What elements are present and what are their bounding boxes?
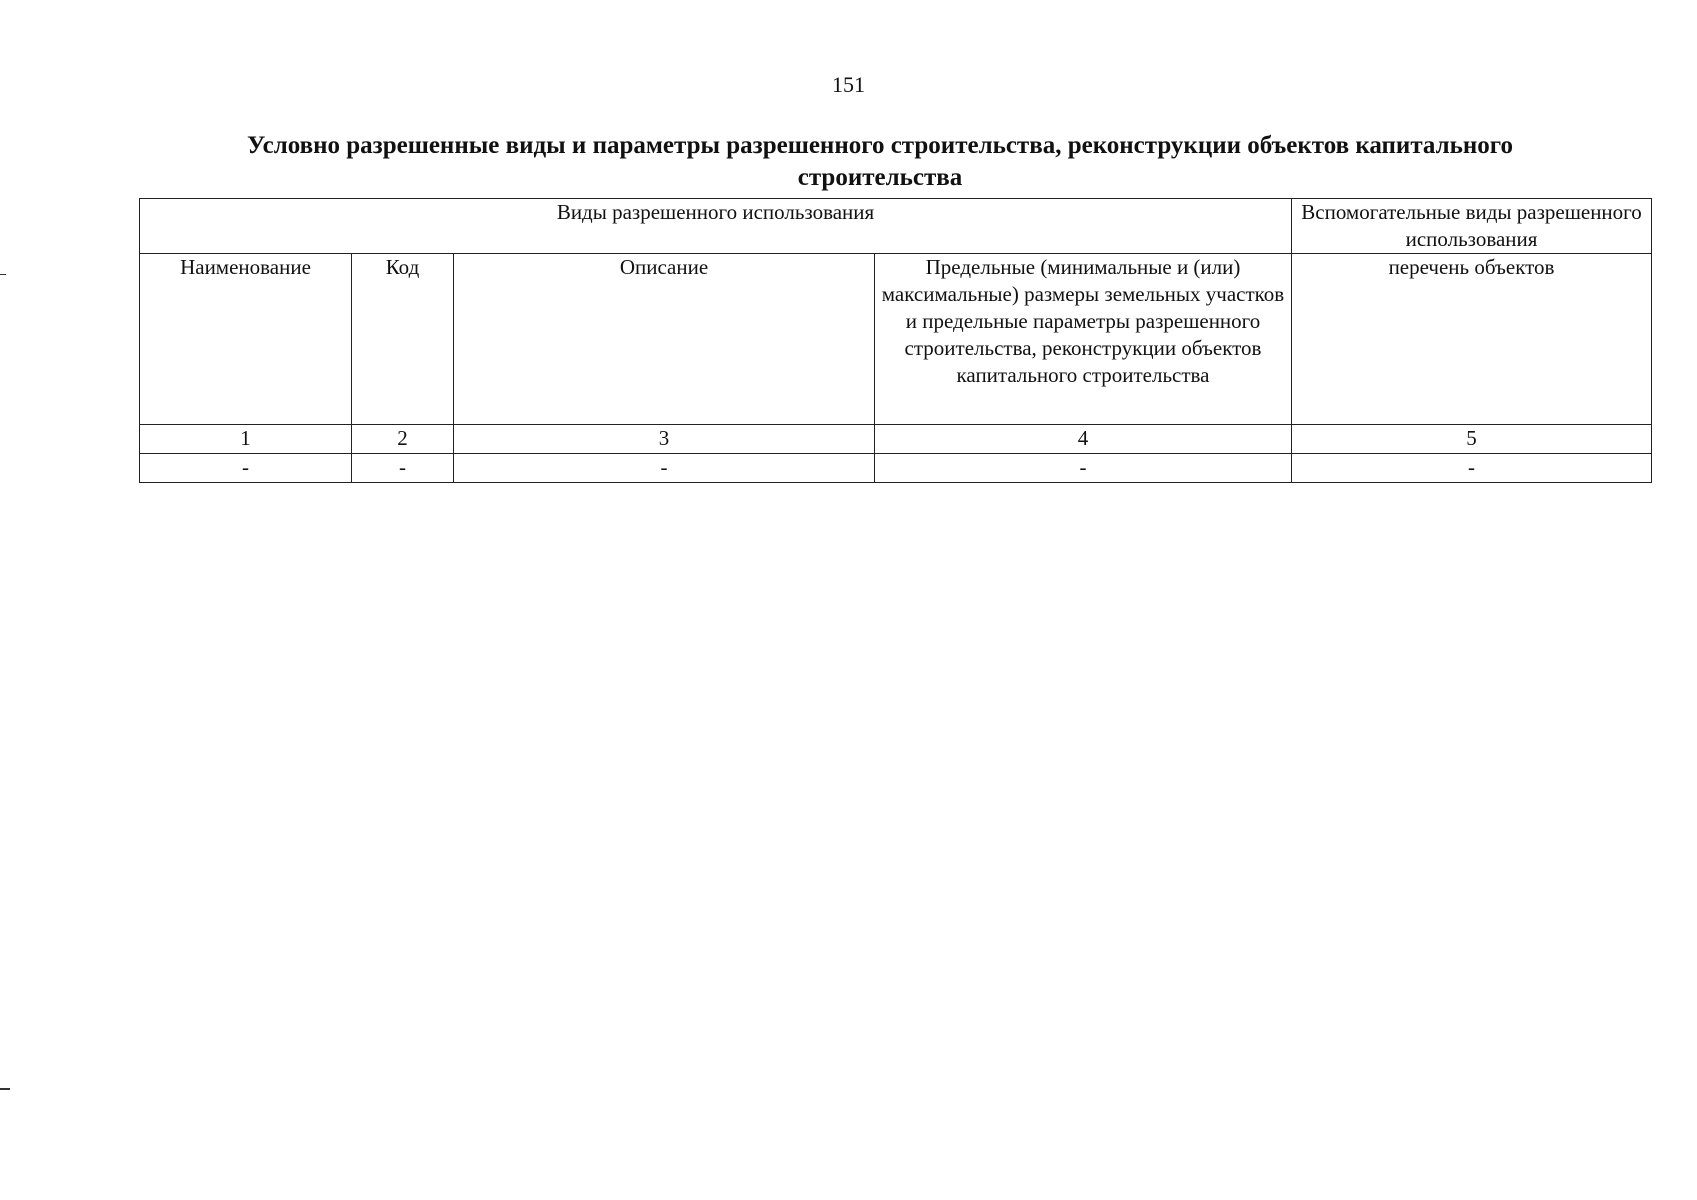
table-cell: -: [352, 454, 454, 483]
column-number: 3: [454, 425, 875, 454]
scan-artifact-mark: [0, 274, 6, 275]
title-line-2: строительства: [797, 164, 963, 191]
table-cell: -: [454, 454, 875, 483]
column-header-code: Код: [352, 254, 454, 425]
table-column-header-row: [140, 254, 1652, 425]
column-header-name: Наименование: [140, 254, 352, 425]
table-row: [140, 454, 1652, 483]
column-header-object-list: перечень объектов: [1292, 254, 1652, 425]
page-number: 151: [832, 72, 865, 97]
column-number: 5: [1292, 425, 1652, 454]
document-title: [140, 130, 1620, 194]
column-number: 4: [875, 425, 1292, 454]
column-number: 1: [140, 425, 352, 454]
column-header-description: Описание: [454, 254, 875, 425]
header-permitted-use-types: Виды разрешенного использования: [140, 199, 1292, 254]
header-auxiliary-use-types: Вспомогательные виды разрешенного использования: [1292, 199, 1652, 254]
table-column-number-row: [140, 425, 1652, 454]
scan-artifact-mark: [0, 1088, 10, 1090]
title-line-1: Условно разрешенные виды и параметры разрешенного строительства, реконструкции объектов капитального: [246, 132, 1514, 159]
permitted-use-table: [139, 198, 1652, 483]
column-number: 2: [352, 425, 454, 454]
table-cell: -: [875, 454, 1292, 483]
table-header-group-row: [140, 199, 1652, 254]
table-cell: -: [140, 454, 352, 483]
table-cell: -: [1292, 454, 1652, 483]
column-header-limits: Предельные (минимальные и (или) максимальные) размеры земельных участков и предельные параметры разрешенного строительства, реконструкции объектов капитального строительства: [875, 254, 1292, 425]
